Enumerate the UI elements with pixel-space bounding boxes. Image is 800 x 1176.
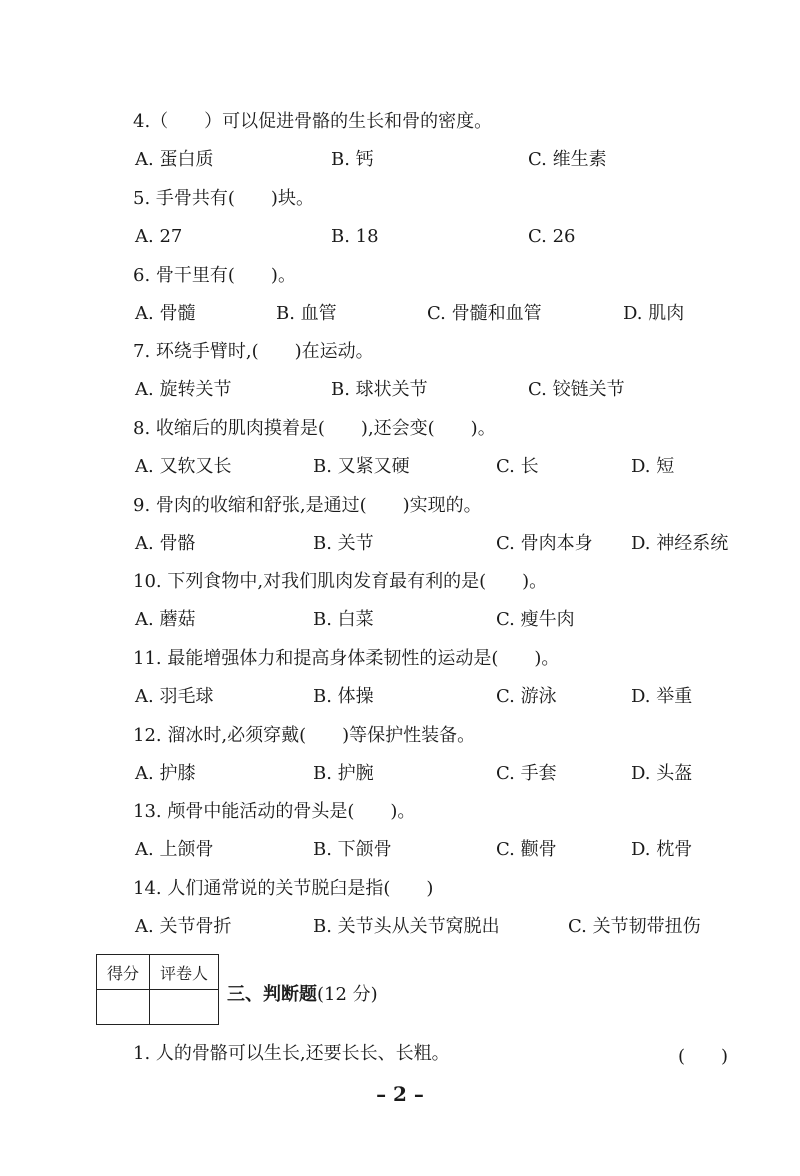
question-6-option-a: A. 骨髓 — [135, 303, 196, 324]
question-12-option-a: A. 护膝 — [135, 763, 196, 784]
question-11-option-b: B. 体操 — [313, 686, 374, 707]
question-8-option-c: C. 长 — [496, 456, 539, 477]
page-number: – 2 – — [376, 1082, 424, 1106]
question-13-option-d: D. 枕骨 — [631, 839, 693, 860]
judge-1-answer-blank[interactable]: ( ) — [678, 1046, 729, 1067]
question-11-option-a: A. 羽毛球 — [135, 686, 214, 707]
question-14-option-c: C. 关节韧带扭伤 — [568, 916, 701, 937]
question-13-stem: 13. 颅骨中能活动的骨头是( )。 — [133, 801, 416, 822]
section-heading — [227, 980, 378, 1006]
question-9-option-b: B. 关节 — [313, 533, 374, 554]
score-header: 得分 — [97, 955, 150, 990]
grader-cell[interactable] — [150, 990, 219, 1025]
question-13-option-a: A. 上颌骨 — [135, 839, 214, 860]
question-9-stem: 9. 骨肉的收缩和舒张,是通过( )实现的。 — [133, 495, 482, 516]
question-12-option-b: B. 护腕 — [313, 763, 374, 784]
question-7-option-b: B. 球状关节 — [331, 379, 428, 400]
question-4-option-b: B. 钙 — [331, 149, 374, 170]
question-14-option-a: A. 关节骨折 — [135, 916, 232, 937]
section-points: (12 分) — [317, 984, 378, 1005]
question-14-stem: 14. 人们通常说的关节脱臼是指( ) — [133, 878, 434, 899]
question-7-stem: 7. 环绕手臂时,( )在运动。 — [133, 341, 374, 362]
question-8-option-d: D. 短 — [631, 456, 675, 477]
question-5-stem: 5. 手骨共有( )块。 — [133, 188, 314, 209]
question-6-stem: 6. 骨干里有( )。 — [133, 265, 296, 286]
question-9-option-c: C. 骨肉本身 — [496, 533, 593, 554]
question-6-option-d: D. 肌肉 — [623, 303, 685, 324]
question-8-option-a: A. 又软又长 — [135, 456, 232, 477]
question-10-stem: 10. 下列食物中,对我们肌肉发育最有利的是( )。 — [133, 571, 548, 592]
question-11-option-d: D. 举重 — [631, 686, 693, 707]
question-4-option-a: A. 蛋白质 — [135, 149, 214, 170]
question-10-option-b: B. 白菜 — [313, 609, 374, 630]
score-table — [96, 954, 219, 1025]
question-5-option-b: B. 18 — [331, 226, 379, 247]
grader-header: 评卷人 — [150, 955, 219, 990]
question-4-stem: 4.（ ）可以促进骨骼的生长和骨的密度。 — [133, 111, 493, 132]
question-11-stem: 11. 最能增强体力和提高身体柔韧性的运动是( )。 — [133, 648, 560, 669]
question-5-option-a: A. 27 — [135, 226, 183, 247]
question-8-option-b: B. 又紧又硬 — [313, 456, 410, 477]
question-10-option-a: A. 蘑菇 — [135, 609, 196, 630]
question-14-option-b: B. 关节头从关节窝脱出 — [313, 916, 500, 937]
question-10-option-c: C. 瘦牛肉 — [496, 609, 575, 630]
question-11-option-c: C. 游泳 — [496, 686, 557, 707]
question-9-option-d: D. 神经系统 — [631, 533, 729, 554]
section-title: 三、判断题 — [227, 984, 317, 1005]
question-6-option-c: C. 骨髓和血管 — [427, 303, 542, 324]
question-12-stem: 12. 溜冰时,必须穿戴( )等保护性装备。 — [133, 725, 476, 746]
question-12-option-d: D. 头盔 — [631, 763, 693, 784]
question-4-option-c: C. 维生素 — [528, 149, 607, 170]
question-13-option-b: B. 下颌骨 — [313, 839, 392, 860]
question-13-option-c: C. 颧骨 — [496, 839, 557, 860]
question-12-option-c: C. 手套 — [496, 763, 557, 784]
question-7-option-a: A. 旋转关节 — [135, 379, 232, 400]
question-6-option-b: B. 血管 — [276, 303, 337, 324]
question-8-stem: 8. 收缩后的肌肉摸着是( ),还会变( )。 — [133, 418, 496, 439]
question-5-option-c: C. 26 — [528, 226, 576, 247]
question-9-option-a: A. 骨骼 — [135, 533, 196, 554]
question-7-option-c: C. 铰链关节 — [528, 379, 625, 400]
score-cell[interactable] — [97, 990, 150, 1025]
judge-1-stem: 1. 人的骨骼可以生长,还要长长、长粗。 — [133, 1043, 450, 1064]
